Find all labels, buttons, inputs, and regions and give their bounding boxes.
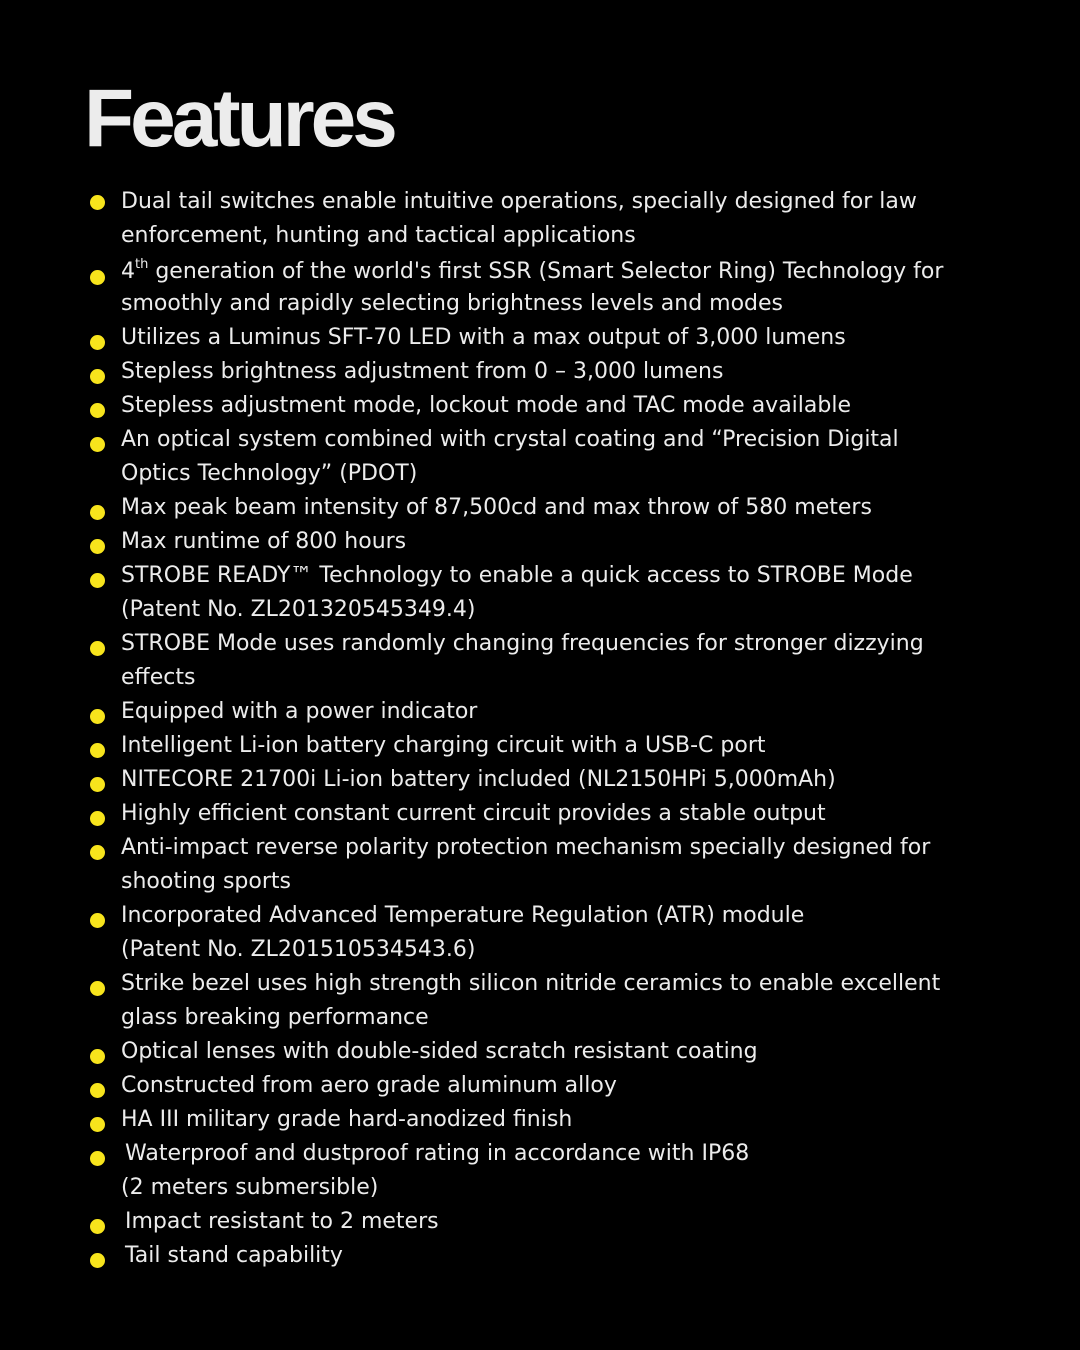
feature-line: Highly efficient constant current circuit provides a stable output: [121, 801, 826, 826]
feature-text: [121, 1239, 1021, 1273]
feature-line-rest: generation of the world's first SSR (Smart Selector Ring) Technology for: [148, 259, 944, 284]
bullet-dot-icon: [90, 335, 105, 350]
feature-text: [121, 1103, 1021, 1137]
feature-line: Anti-impact reverse polarity protection mechanism specially designed for: [121, 835, 931, 860]
bullet-dot-icon: [90, 505, 105, 520]
feature-text: [121, 389, 1021, 423]
bullet-dot-icon: [90, 1117, 105, 1132]
feature-line: Constructed from aero grade aluminum alloy: [121, 1073, 617, 1098]
feature-line: An optical system combined with crystal coating and “Precision Digital: [121, 427, 899, 452]
bullet-dot-icon: [90, 709, 105, 724]
feature-line: Waterproof and dustproof rating in accordance with IP68: [125, 1141, 750, 1166]
bullet-dot-icon: [90, 641, 105, 656]
bullet-dot-icon: [90, 1151, 105, 1166]
bullet-dot-icon: [90, 913, 105, 928]
feature-text: [121, 1137, 1021, 1205]
feature-line: (2 meters submersible): [121, 1175, 379, 1200]
bullet-dot-icon: [90, 270, 105, 285]
feature-text: [121, 321, 1021, 355]
feature-text: [121, 763, 1021, 797]
feature-text: [121, 899, 1021, 967]
bullet-dot-icon: [90, 981, 105, 996]
bullet-dot-icon: [90, 1219, 105, 1234]
feature-line: Dual tail switches enable intuitive operations, specially designed for law: [121, 189, 917, 214]
feature-text: [121, 695, 1021, 729]
feature-text: [121, 525, 1021, 559]
bullet-dot-icon: [90, 1049, 105, 1064]
bullet-dot-icon: [90, 777, 105, 792]
feature-line: Equipped with a power indicator: [121, 699, 478, 724]
feature-text: [121, 254, 1021, 318]
bullet-dot-icon: [90, 743, 105, 758]
feature-line: smoothly and rapidly selecting brightness levels and modes: [121, 291, 784, 316]
feature-line: Incorporated Advanced Temperature Regulation (ATR) module: [121, 903, 805, 928]
feature-line: Stepless adjustment mode, lockout mode and TAC mode available: [121, 393, 851, 418]
bullet-dot-icon: [90, 1083, 105, 1098]
feature-line: enforcement, hunting and tactical applications: [121, 223, 636, 248]
feature-text: [121, 627, 1021, 695]
feature-text: [121, 423, 1021, 491]
feature-line: Intelligent Li-ion battery charging circuit with a USB-C port: [121, 733, 766, 758]
feature-line: HA III military grade hard-anodized finish: [121, 1107, 573, 1132]
bullet-dot-icon: [90, 573, 105, 588]
feature-line: STROBE READY™ Technology to enable a quick access to STROBE Mode: [121, 563, 913, 588]
feature-text: [121, 831, 1021, 899]
feature-line: Max runtime of 800 hours: [121, 529, 407, 554]
bullet-dot-icon: [90, 845, 105, 860]
bullet-dot-icon: [90, 811, 105, 826]
feature-line: NITECORE 21700i Li-ion battery included (NL2150HPi 5,000mAh): [121, 767, 836, 792]
bullet-dot-icon: [90, 195, 105, 210]
feature-line: (Patent No. ZL201320545349.4): [121, 597, 476, 622]
feature-line: shooting sports: [121, 869, 291, 894]
feature-line: Utilizes a Luminus SFT-70 LED with a max output of 3,000 lumens: [121, 325, 846, 350]
page-title: Features: [84, 73, 394, 164]
ordinal-suffix: th: [135, 256, 149, 272]
feature-text: [121, 185, 1021, 253]
feature-line: Max peak beam intensity of 87,500cd and max throw of 580 meters: [121, 495, 872, 520]
feature-text: [121, 491, 1021, 525]
feature-line: Optics Technology” (PDOT): [121, 461, 418, 486]
feature-text: [121, 967, 1021, 1035]
feature-line: (Patent No. ZL201510534543.6): [121, 937, 476, 962]
bullet-dot-icon: [90, 539, 105, 554]
feature-line: Impact resistant to 2 meters: [125, 1209, 439, 1234]
bullet-dot-icon: [90, 369, 105, 384]
feature-line: effects: [121, 665, 196, 690]
feature-line: [121, 254, 1021, 290]
feature-text: [121, 1035, 1021, 1069]
feature-ordinal: 4: [121, 259, 135, 284]
feature-line: Strike bezel uses high strength silicon nitride ceramics to enable excellent: [121, 971, 941, 996]
bullet-dot-icon: [90, 437, 105, 452]
feature-text: [121, 355, 1021, 389]
feature-line: Tail stand capability: [125, 1243, 343, 1268]
feature-line: glass breaking performance: [121, 1005, 429, 1030]
feature-line: Stepless brightness adjustment from 0 – 3,000 lumens: [121, 359, 724, 384]
bullet-dot-icon: [90, 1253, 105, 1268]
feature-text: [121, 559, 1021, 627]
feature-text: [121, 1205, 1021, 1239]
feature-text: [121, 1069, 1021, 1103]
feature-text: [121, 729, 1021, 763]
feature-text: [121, 797, 1021, 831]
feature-line: STROBE Mode uses randomly changing frequencies for stronger dizzying: [121, 631, 924, 656]
feature-line: Optical lenses with double-sided scratch resistant coating: [121, 1039, 758, 1064]
bullet-dot-icon: [90, 403, 105, 418]
